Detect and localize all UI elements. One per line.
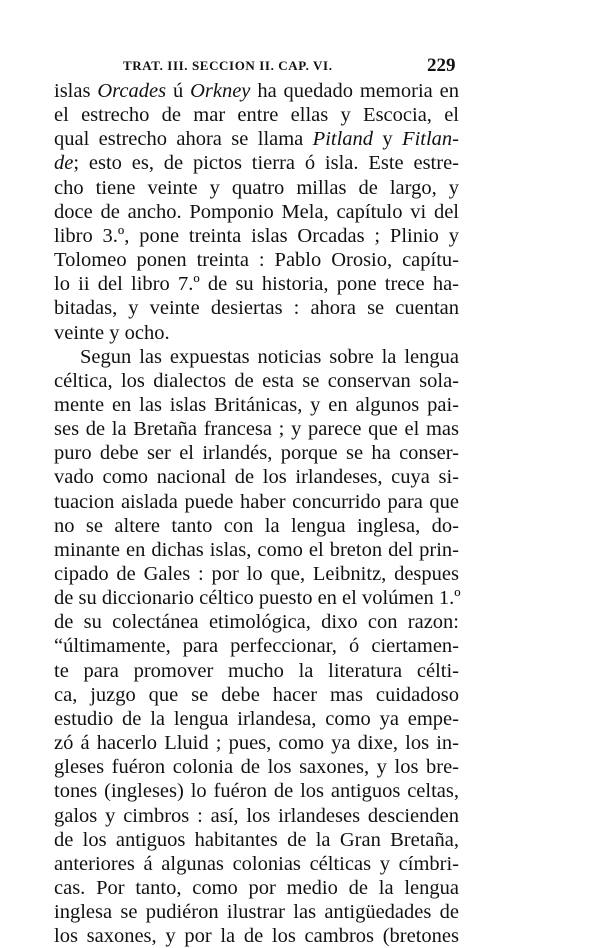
text-run: puro debe ser el irlandés, porque se ha conser-	[54, 442, 459, 465]
text-run: de su diccionario céltico puesto en el volúmen 1.º	[54, 587, 461, 610]
text-run: lo ii del libro 7.º de su historia, pone trece ha-	[54, 273, 459, 296]
text-run: gleses fuéron colonia de los saxones, y los bre-	[54, 756, 459, 779]
text-line	[54, 586, 459, 610]
text-line	[54, 924, 459, 948]
text-line	[54, 127, 459, 151]
text-run: libro 3.º, pone treinta islas Orcadas ; Plinio y	[54, 224, 459, 247]
text-run: islas	[54, 80, 98, 102]
text-run: de su colectánea etimológica, dixo con razon:	[54, 611, 459, 634]
italic-run: Orkney	[190, 80, 251, 102]
text-run: céltica, los dialectos de esta se conservan sola-	[54, 369, 459, 392]
text-line	[54, 804, 459, 828]
text-line	[54, 393, 459, 417]
text-run: cas. Por tanto, como por medio de la lengua	[54, 876, 459, 899]
text-line	[54, 562, 459, 586]
text-line	[54, 465, 459, 489]
text-line	[54, 272, 459, 296]
text-run: zó á hacerlo Lluid ; pues, como ya dixe, los in-	[54, 732, 459, 755]
text-line	[54, 538, 459, 562]
text-line	[54, 79, 459, 103]
text-run: no se altere tanto con la lengua inglesa, do-	[54, 514, 459, 537]
text-line	[54, 852, 459, 876]
text-line	[54, 200, 459, 224]
text-line	[54, 441, 459, 465]
text-run: Segun las expuestas noticias sobre la lengua	[80, 345, 459, 368]
text-run: vado como nacional de los irlandeses, cuya si-	[54, 466, 459, 489]
text-line	[54, 876, 459, 900]
text-run: ca, juzgo que se debe hacer mas cuidadoso	[54, 683, 459, 706]
text-line	[54, 828, 459, 852]
text-run: ú	[166, 80, 191, 102]
text-run: los saxones, y por la de los cambros (bretones	[54, 925, 459, 948]
text-run: cipado de Gales : por lo que, Leibnitz, despues	[54, 563, 459, 585]
text-line	[54, 610, 459, 634]
text-line	[54, 659, 459, 683]
text-run: galos y cimbros : así, los irlandeses descienden	[54, 804, 459, 827]
text-line	[54, 151, 459, 175]
italic-run: Pitland	[312, 128, 374, 151]
text-line	[54, 296, 459, 320]
text-line	[54, 707, 459, 731]
text-line	[54, 369, 459, 393]
text-line	[54, 514, 459, 538]
text-run: y	[373, 128, 403, 151]
text-run: ha quedado memoria en	[250, 80, 459, 102]
text-run: te para promover mucho la literatura célti-	[54, 659, 459, 682]
text-run: estudio de la lengua irlandesa, como ya empe-	[54, 707, 459, 730]
text-run: ; esto es, de pictos tierra ó isla. Este estre-	[73, 152, 459, 175]
text-run: qual estrecho ahora se llama	[54, 128, 313, 151]
text-run: el estrecho de mar entre ellas y Escocia, el	[54, 104, 459, 127]
text-run: anteriores á algunas colonias célticas y címbri-	[54, 852, 459, 875]
text-line	[80, 345, 459, 369]
text-line	[54, 490, 459, 514]
text-run: ses de la Bretaña francesa ; y parece que el mas	[54, 418, 459, 441]
text-line	[54, 900, 459, 924]
text-line	[54, 755, 459, 779]
running-title: TRAT. III. SECCION II. CAP. VI.	[123, 58, 333, 73]
text-run: bitadas, y veinte desiertas : ahora se cuentan	[54, 297, 459, 320]
text-line	[54, 417, 459, 441]
text-run: tones (ingleses) lo fuéron de los antiguos celtas,	[54, 780, 459, 803]
text-line	[54, 731, 459, 755]
text-line	[54, 176, 459, 200]
text-run: doce de ancho. Pomponio Mela, capítulo vi del	[54, 200, 459, 223]
text-run: inglesa se pudiéron ilustrar las antigüedades de	[54, 901, 459, 924]
text-line	[54, 683, 459, 707]
text-run: minante en dichas islas, como el breton del prin-	[54, 538, 459, 561]
text-run: mente en las islas Británicas, y en algunos pai-	[54, 393, 459, 416]
text-run: cho tiene veinte y quatro millas de largo, y	[54, 176, 459, 199]
text-run: veinte y ocho.	[54, 321, 170, 344]
text-run: “últimamente, para perfeccionar, ó ciertamen-	[54, 635, 459, 658]
italic-run: Orcades	[97, 80, 167, 102]
page-number: 229	[427, 55, 456, 76]
text-line	[54, 224, 459, 248]
text-line	[54, 634, 459, 658]
text-line	[54, 103, 459, 127]
text-line	[54, 248, 459, 272]
text-run: tuacion aislada puede haber concurrido para que	[54, 490, 459, 513]
italic-run: de	[54, 152, 74, 175]
text-line	[54, 321, 459, 345]
italic-run: Fitlan-	[402, 128, 459, 151]
text-run: de los antiguos habitantes de la Gran Bretaña,	[54, 828, 459, 851]
text-run: Tolomeo ponen treinta : Pablo Orosio, capítu-	[54, 249, 459, 272]
text-line	[54, 779, 459, 803]
running-head	[0, 55, 600, 80]
